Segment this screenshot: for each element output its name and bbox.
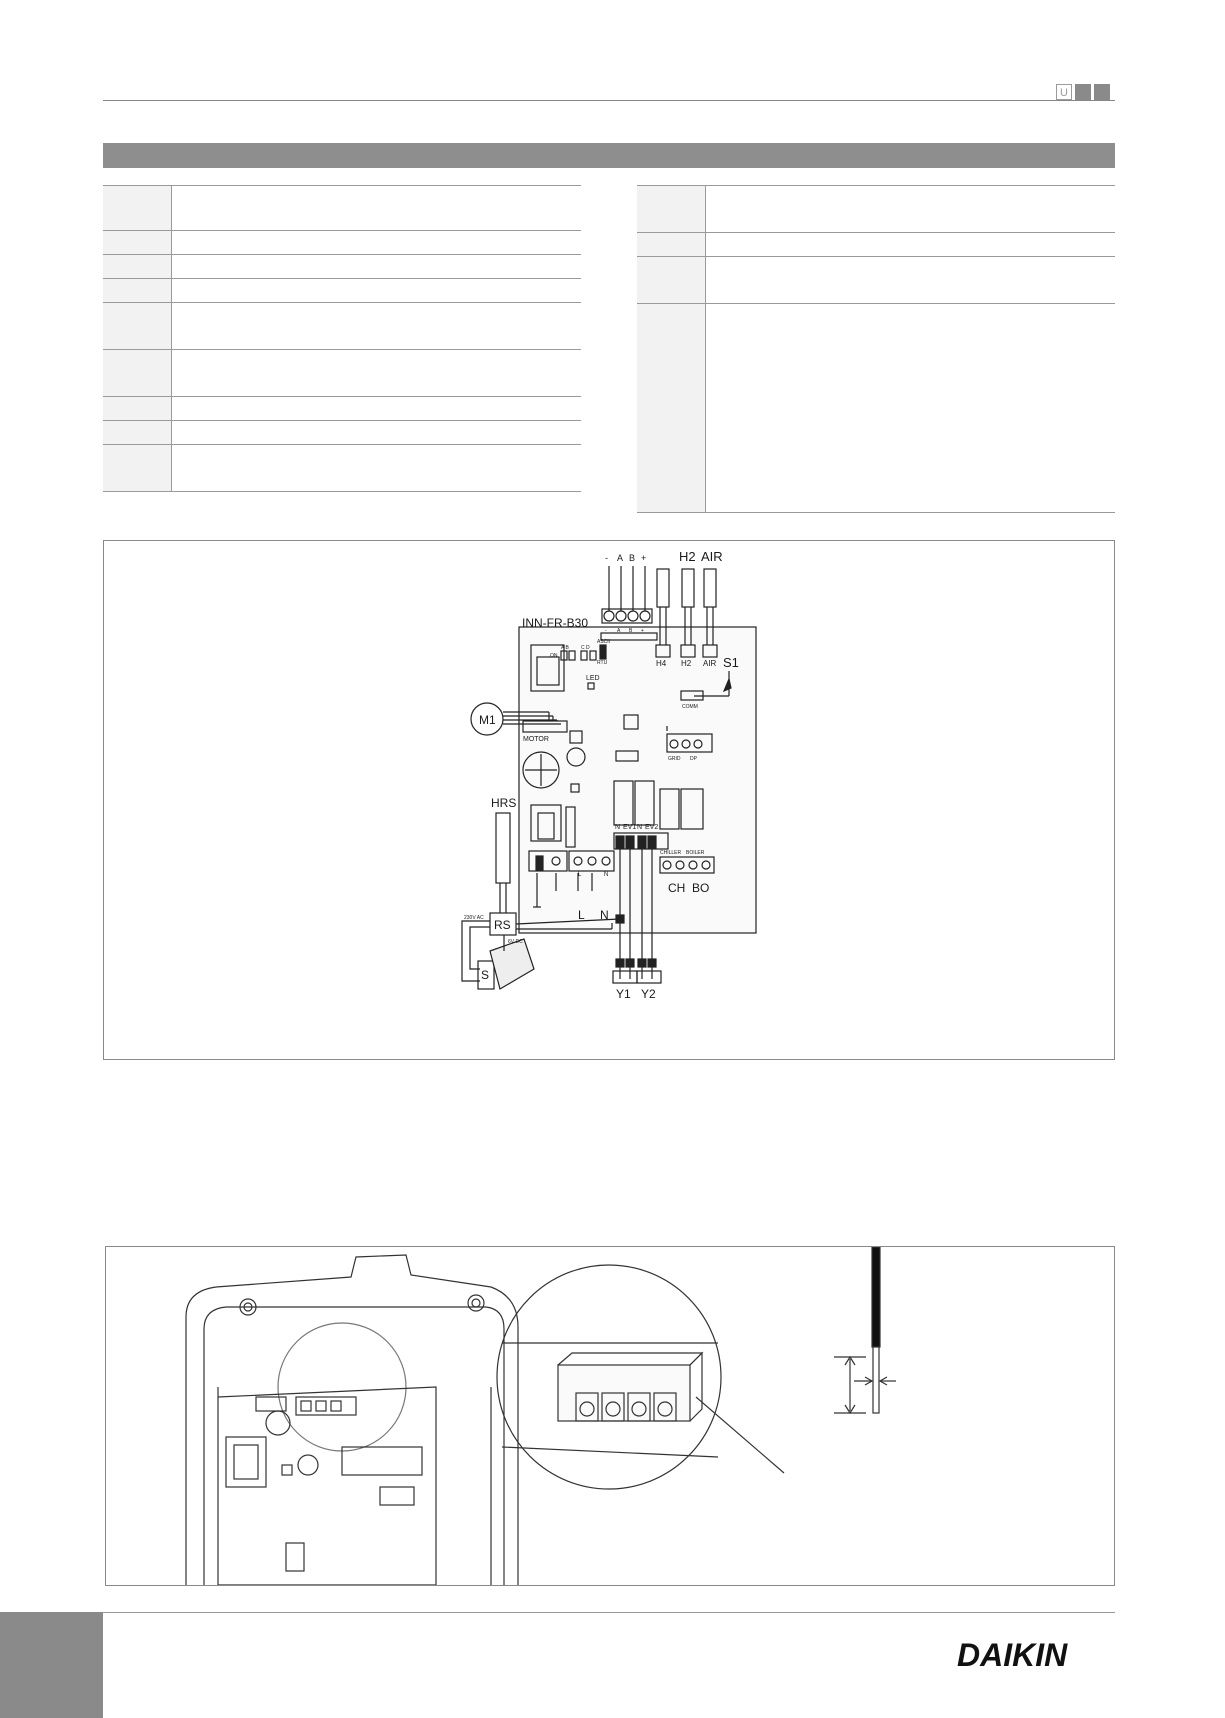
legend-row — [103, 255, 581, 279]
terminal-label-minus: - — [605, 553, 608, 563]
legend-code-cell — [103, 186, 171, 231]
legend-code-cell — [103, 421, 171, 445]
valve-y2 — [637, 971, 661, 983]
legend-desc-cell — [171, 279, 581, 303]
servo-actuator — [490, 939, 534, 989]
legend-desc-cell — [171, 231, 581, 255]
legend-row — [103, 397, 581, 421]
led-label: LED — [586, 675, 600, 682]
svg-text:230V AC: 230V AC — [464, 915, 484, 921]
valve-y1 — [613, 971, 637, 983]
svg-text:N: N — [604, 872, 609, 878]
legend-row — [103, 445, 581, 492]
ch-label: CH — [668, 881, 686, 895]
legend-desc-cell — [171, 350, 581, 397]
legend-table-left — [103, 185, 581, 492]
legend-row — [103, 303, 581, 350]
sensor-probe-air — [704, 569, 716, 607]
terminal-label-plus: + — [641, 553, 647, 563]
svg-text:L: L — [578, 872, 582, 878]
legend-desc-cell — [705, 257, 1115, 304]
legend-code-cell — [637, 304, 705, 513]
sensor-label-air: AIR — [701, 549, 723, 564]
language-tabs — [1056, 84, 1110, 100]
lang-tab-3[interactable] — [1094, 84, 1110, 100]
legend-row — [637, 257, 1115, 304]
legend-code-cell — [637, 233, 705, 257]
svg-text:N: N — [637, 824, 643, 831]
legend-code-cell — [103, 397, 171, 421]
svg-text:+: + — [641, 628, 644, 634]
installation-illustration — [106, 1247, 1114, 1585]
legend-code-cell — [103, 350, 171, 397]
svg-text:B: B — [629, 628, 633, 634]
svg-text:DAIKIN: DAIKIN — [957, 1638, 1068, 1672]
svg-text:N: N — [615, 824, 621, 831]
sensor-probe-h4 — [657, 569, 669, 607]
svg-text:BOILER: BOILER — [686, 850, 705, 856]
control-board — [519, 627, 756, 933]
legend-row — [637, 233, 1115, 257]
legend-desc-cell — [705, 186, 1115, 233]
daikin-logo — [957, 1638, 1113, 1677]
sensor-probe-hrs — [496, 813, 510, 883]
legend-desc-cell — [171, 397, 581, 421]
svg-text:DP: DP — [690, 756, 697, 762]
svg-text:EV2: EV2 — [645, 824, 659, 831]
terminal-label-a: A — [617, 553, 624, 563]
legend-code-cell — [637, 186, 705, 233]
svg-text:6V DC: 6V DC — [508, 939, 523, 945]
connector-label-h2: H2 — [681, 659, 692, 668]
svg-text:GRID: GRID — [668, 756, 681, 762]
svg-text:ON: ON — [550, 653, 558, 659]
svg-text:A: A — [617, 628, 621, 634]
terminal-label-b: B — [629, 553, 636, 563]
page-tab — [0, 1612, 103, 1718]
installation-illustration-frame — [105, 1246, 1115, 1586]
legend-desc-cell — [171, 255, 581, 279]
motor-label-m1: M1 — [479, 713, 496, 727]
legend-code-cell — [103, 279, 171, 303]
wire-strip — [872, 1247, 880, 1347]
svg-text:-: - — [605, 628, 607, 634]
legend-row — [637, 304, 1115, 513]
bo-label: BO — [692, 881, 710, 895]
legend-row — [103, 350, 581, 397]
sensor-probe-h2 — [682, 569, 694, 607]
svg-text:COMM: COMM — [682, 704, 698, 710]
board-name: INN-FR-B30 — [522, 616, 589, 630]
rs-label: RS — [494, 918, 511, 932]
hrs-label: HRS — [491, 796, 517, 810]
legend-code-cell — [637, 257, 705, 304]
power-label-l: L — [578, 908, 585, 922]
legend-desc-cell — [171, 445, 581, 492]
svg-text:RTU: RTU — [597, 660, 608, 666]
legend-code-cell — [103, 255, 171, 279]
section-bar — [103, 143, 1115, 168]
legend-row — [103, 186, 581, 231]
svg-text:CHILLER: CHILLER — [660, 850, 682, 856]
svg-text:ASCII: ASCII — [597, 639, 611, 645]
legend-desc-cell — [171, 186, 581, 231]
svg-text:MOTOR: MOTOR — [523, 736, 549, 743]
wiring-diagram-frame — [103, 540, 1115, 1060]
lang-tab-2[interactable] — [1075, 84, 1091, 100]
svg-text:A B: A B — [561, 645, 569, 651]
header-rule — [103, 100, 1115, 101]
connector-label-air: AIR — [703, 659, 717, 668]
legend-row — [103, 231, 581, 255]
legend-code-cell — [103, 303, 171, 350]
legend-code-cell — [103, 231, 171, 255]
legend-row — [637, 186, 1115, 233]
connector-label-h4: H4 — [656, 659, 667, 668]
footer-rule — [103, 1612, 1115, 1613]
legend-row — [103, 421, 581, 445]
svg-text:C D: C D — [581, 645, 590, 651]
lang-tab-u[interactable]: U — [1056, 84, 1072, 100]
legend-code-cell — [103, 445, 171, 492]
wiring-diagram — [104, 541, 1114, 1059]
daikin-logo-mark — [957, 1638, 1113, 1672]
legend-desc-cell — [705, 304, 1115, 513]
svg-text:EV1: EV1 — [623, 824, 637, 831]
valve-label-y2: Y2 — [641, 987, 656, 1001]
legend-desc-cell — [171, 303, 581, 350]
sensor-label-h2: H2 — [679, 549, 696, 564]
legend-row — [103, 279, 581, 303]
legend-table-right — [637, 185, 1115, 513]
s-label: S — [481, 968, 490, 982]
power-label-n: N — [600, 908, 609, 922]
legend-desc-cell — [171, 421, 581, 445]
valve-label-y1: Y1 — [616, 987, 631, 1001]
legend-desc-cell — [705, 233, 1115, 257]
s1-label: S1 — [723, 655, 739, 670]
